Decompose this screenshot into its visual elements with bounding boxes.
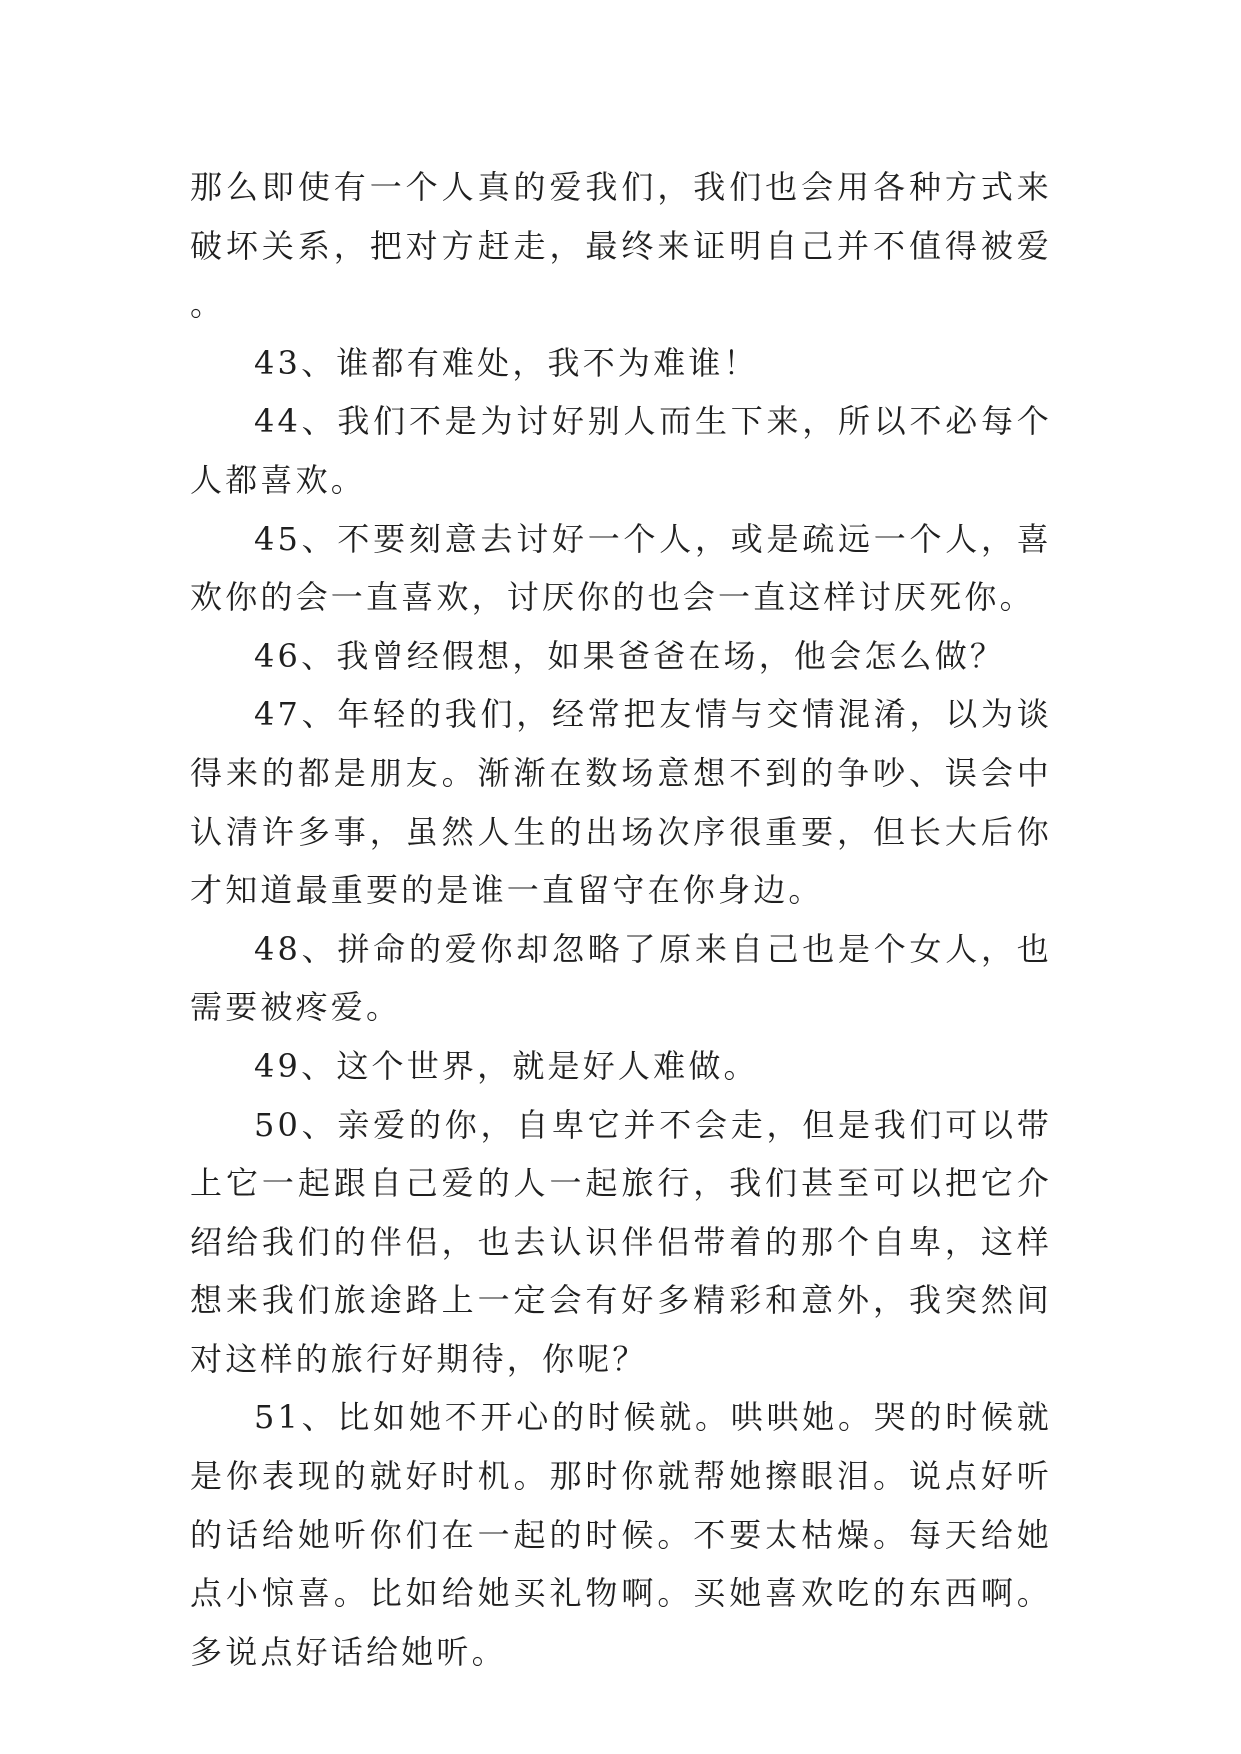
paragraph-item-48: 48、拼命的爱你却忽略了原来自己也是个女人，也需要被疼爱。: [190, 929, 1052, 1027]
document-body: [190, 158, 1052, 1681]
paragraph-item-50: 50、亲爱的你，自卑它并不会走，但是我们可以带上它一起跟自己爱的人一起旅行，我们甚至可以把它介绍给我们的伴侣，也去认识伴侣带着的那个自卑，这样想来我们旅途路上一定会有好多精彩和意外，我突然间对这样的旅行好期待，你呢？: [190, 1105, 1052, 1378]
paragraph-continuation: 那么即使有一个人真的爱我们，我们也会用各种方式来破坏关系，把对方赶走，最终来证明自己并不值得被爱。: [190, 168, 1052, 324]
paragraph-item-45: 45、不要刻意去讨好一个人，或是疏远一个人，喜欢你的会一直喜欢，讨厌你的也会一直这样讨厌死你。: [190, 519, 1052, 617]
paragraph-item-46: 46、我曾经假想，如果爸爸在场，他会怎么做？: [254, 636, 1006, 675]
paragraph-item-44: 44、我们不是为讨好别人而生下来，所以不必每个人都喜欢。: [190, 402, 1052, 499]
paragraph-item-43: 43、谁都有难处，我不为难谁！: [254, 343, 759, 382]
paragraph-item-51: 51、比如她不开心的时候就。哄哄她。哭的时候就是你表现的就好时机。那时你就帮她擦眼泪。说点好听的话给她听你们在一起的时候。不要太枯燥。每天给她点小惊喜。比如给她买礼物啊。买她喜欢吃的东西啊。多说点好话给她听。: [190, 1398, 1052, 1671]
paragraph-item-49: 49、这个世界，就是好人难做。: [254, 1046, 759, 1085]
paragraph-item-47: 47、年轻的我们，经常把友情与交情混淆，以为谈得来的都是朋友。渐渐在数场意想不到的争吵、误会中认清许多事，虽然人生的出场次序很重要，但长大后你才知道最重要的是谁一直留守在你身边。: [190, 695, 1052, 910]
